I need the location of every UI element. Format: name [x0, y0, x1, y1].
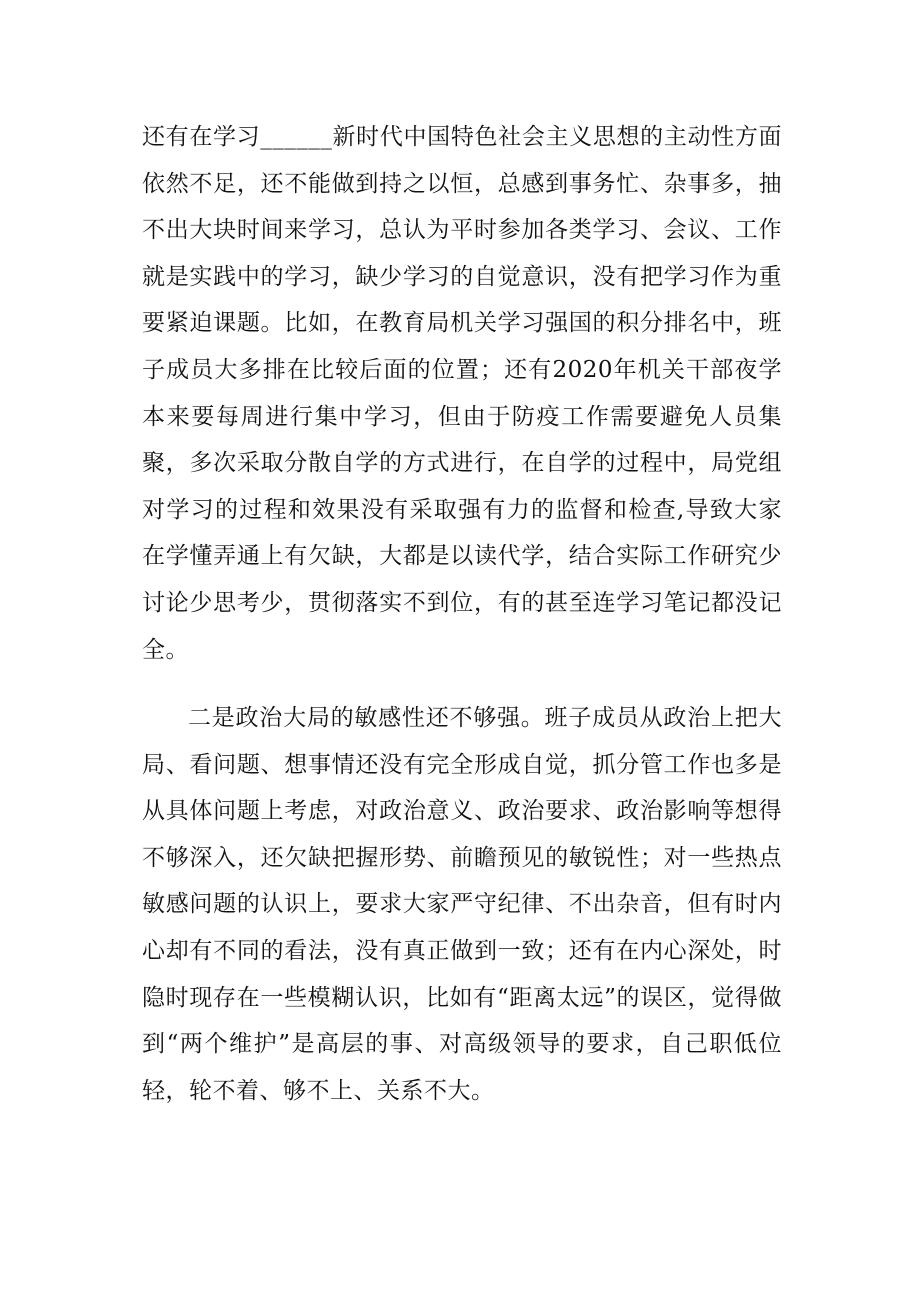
paragraph-political-sensitivity: 二是政治大局的敏感性还不够强。班子成员从政治上把大局、看问题、想事情还没有完全形成自觉，抓分管工作也多是从具体问题上考虑，对政治意义、政治要求、政治影响等想得不够深入，还欠缺把握形势、前瞻预见的敏锐性；对一些热点敏感问题的认识上，要求大家严守纪律、不出杂音，但有时内心却有不同的看法，没有真正做到一致；还有在内心深处，时隐时现存在一些模糊认识，比如有“距离太远”的误区，觉得做到“两个维护”是高层的事、对高级领导的要求，自己职低位轻，轮不着、够不上、关系不大。 [142, 705, 782, 1104]
paragraph-study-initiative: 还有在学习______新时代中国特色社会主义思想的主动性方面依然不足，还不能做到持之以恒，总感到事务忙、杂事多，抽不出大块时间来学习，总认为平时参加各类学习、会议、工作就是实践中的学习，缺少学习的自觉意识，没有把学习作为重要紧迫课题。比如，在教育局机关学习强国的积分排名中，班子成员大多排在比较后面的位置；还有2020年机关干部夜学本来要每周进行集中学习，但由于防疫工作需要避免人员集聚，多次采取分散自学的方式进行，在自学的过程中，局党组对学习的过程和效果没有采取强有力的监督和检查,导致大家在学懂弄通上有欠缺，大都是以读代学，结合实际工作研究少讨论少思考少，贯彻落实不到位，有的甚至连学习笔记都没记全。 [142, 124, 782, 663]
